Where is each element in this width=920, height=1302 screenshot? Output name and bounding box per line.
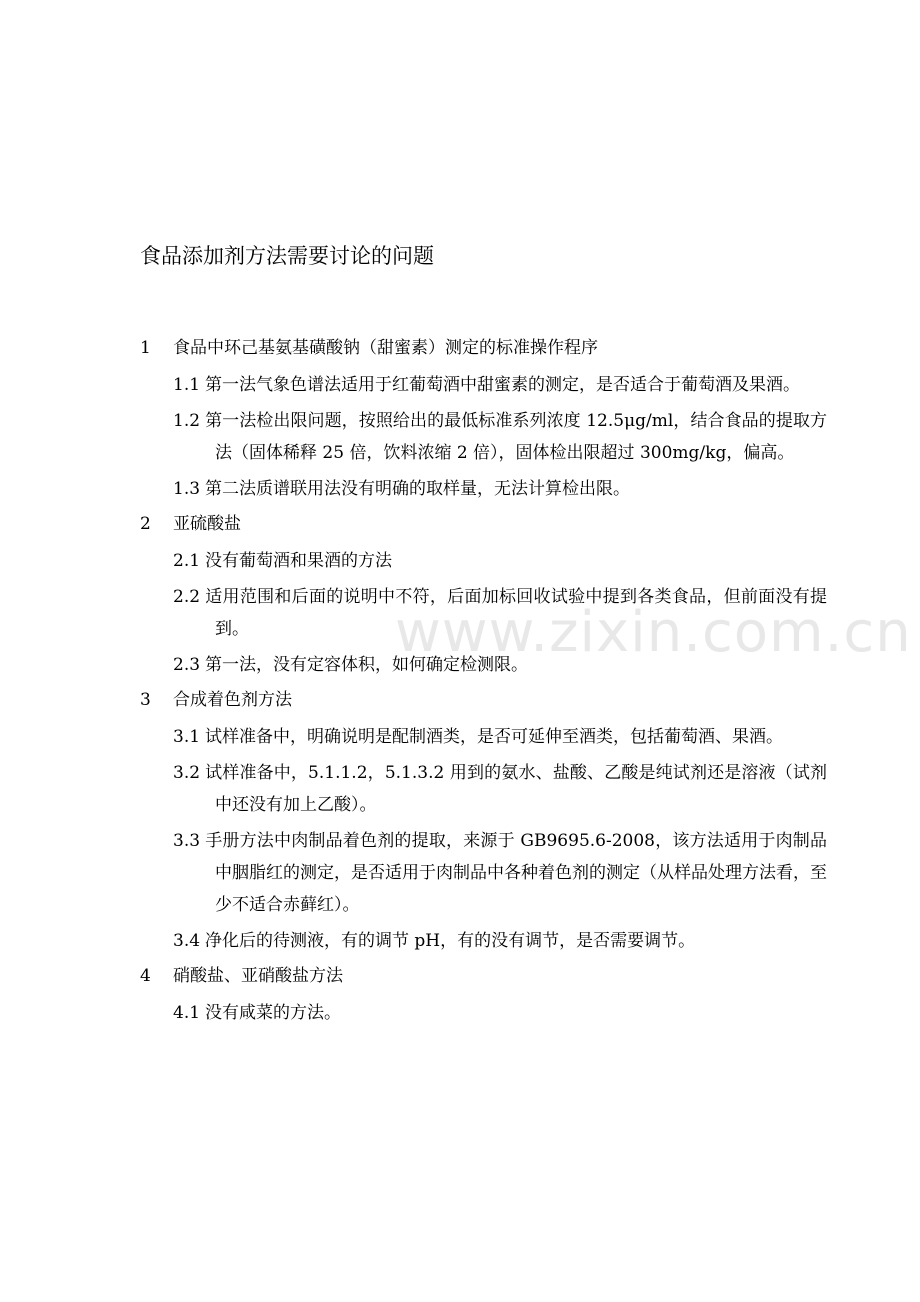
- section-3-heading: [140, 685, 800, 721]
- section-number: 2: [140, 514, 151, 534]
- item-text: 净化后的待测液，有的调节 pH，有的没有调节，是否需要调节。: [205, 931, 696, 951]
- section-title: 亚硫酸盐: [173, 514, 241, 534]
- item-text: 第一法，没有定容体积，如何确定检测限。: [205, 655, 528, 675]
- section-number: 1: [140, 338, 151, 358]
- list-item: [173, 545, 827, 577]
- list-item: [173, 581, 827, 645]
- list-item: [173, 649, 827, 681]
- item-number: 3.1: [173, 727, 201, 747]
- watermark: www.zixin.com.cn: [395, 600, 912, 665]
- page-title: 食品添加剂方法需要讨论的问题: [140, 244, 434, 268]
- section-4-heading: [140, 961, 800, 997]
- list-item: [173, 473, 827, 505]
- item-number: 3.2: [173, 763, 201, 783]
- list-item: [173, 721, 827, 753]
- section-number: 4: [140, 966, 151, 986]
- section-title: 食品中环己基氨基磺酸钠（甜蜜素）测定的标准操作程序: [173, 338, 598, 358]
- item-text: 第一法气象色谱法适用于红葡萄酒中甜蜜素的测定，是否适合于葡萄酒及果酒。: [205, 375, 800, 395]
- list-item: [173, 405, 827, 469]
- item-number: 2.3: [173, 655, 201, 675]
- document-body: [140, 333, 827, 1033]
- list-item: [173, 757, 827, 821]
- list-item: [173, 925, 827, 957]
- item-text: 没有葡萄酒和果酒的方法: [205, 551, 392, 571]
- section-2-heading: [140, 509, 800, 545]
- item-number: 1.1: [173, 375, 201, 395]
- item-number: 1.2: [173, 411, 201, 431]
- item-number: 4.1: [173, 1003, 201, 1023]
- item-text: 没有咸菜的方法。: [205, 1003, 341, 1023]
- item-text: 适用范围和后面的说明中不符，后面加标回收试验中提到各类食品，但前面没有提到。: [205, 587, 827, 639]
- list-item: [173, 997, 827, 1029]
- item-number: 3.4: [173, 931, 201, 951]
- item-text: 试样准备中，明确说明是配制酒类，是否可延伸至酒类，包括葡萄酒、果酒。: [205, 727, 783, 747]
- item-text: 手册方法中肉制品着色剂的提取，来源于 GB9695.6-2008，该方法适用于肉制品中胭脂红的测定，是否适用于肉制品中各种着色剂的测定（从样品处理方法看，至少不适合赤藓红）。: [205, 831, 827, 915]
- item-text: 第二法质谱联用法没有明确的取样量，无法计算检出限。: [205, 479, 630, 499]
- section-title: 硝酸盐、亚硝酸盐方法: [173, 966, 343, 986]
- item-number: 3.3: [173, 831, 201, 851]
- list-item: [173, 369, 827, 401]
- item-number: 2.2: [173, 587, 201, 607]
- item-number: 2.1: [173, 551, 201, 571]
- section-title: 合成着色剂方法: [173, 690, 292, 710]
- list-item: [173, 825, 827, 921]
- item-text: 第一法检出限问题，按照给出的最低标准系列浓度 12.5μg/ml，结合食品的提取方法（固体稀释 25 倍，饮料浓缩 2 倍），固体检出限超过 300mg/kg，偏高。: [205, 411, 827, 463]
- section-number: 3: [140, 690, 151, 710]
- section-1-heading: [140, 333, 800, 369]
- item-text: 试样准备中，5.1.1.2，5.1.3.2 用到的氨水、盐酸、乙酸是纯试剂还是溶液（试剂中还没有加上乙酸）。: [205, 763, 827, 815]
- item-number: 1.3: [173, 479, 201, 499]
